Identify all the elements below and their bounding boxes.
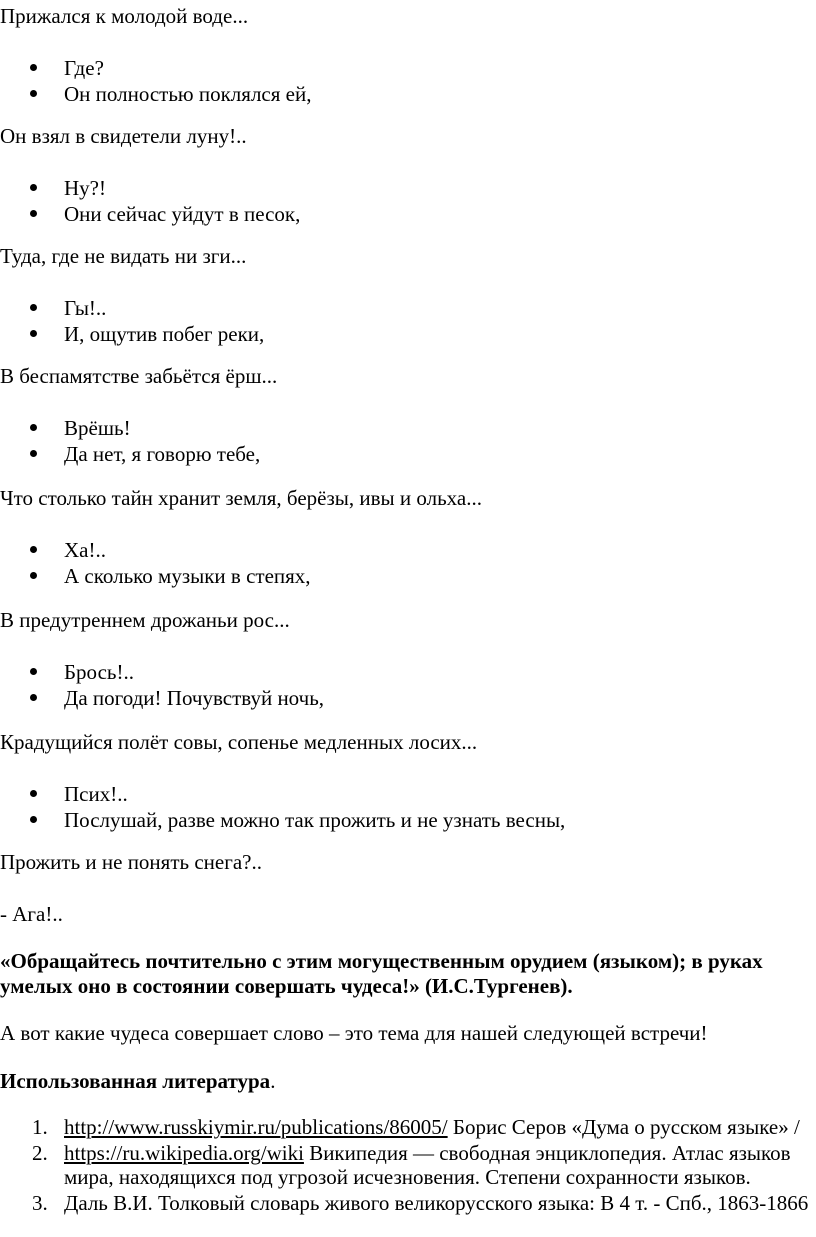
closing-text: А вот какие чудеса совершает слово – это тема для нашей следующей встречи! bbox=[0, 1021, 708, 1045]
poem-bullet-line: Ну?! bbox=[64, 176, 106, 200]
poem-line: В предутреннем дрожаньи рос... bbox=[0, 608, 290, 632]
bullet-icon bbox=[30, 90, 37, 97]
bullet-icon bbox=[30, 668, 37, 675]
poem-bullet-line: Ха!.. bbox=[64, 538, 106, 562]
poem-bullet-line: Где? bbox=[64, 56, 104, 80]
quote-line: умелых оно в состоянии совершать чудеса!» (И.С.Тургенев). bbox=[0, 974, 573, 998]
reference-item: Даль В.И. Толковый словарь живого великорусского языка: В 4 т. - Спб., 1863-1866 bbox=[64, 1191, 809, 1215]
references-heading-punct: . bbox=[270, 1069, 276, 1093]
quote-line: «Обращайтесь почтительно с этим могущественным орудием (языком); в руках bbox=[0, 949, 763, 973]
poem-bullet-line: Да нет, я говорю тебе, bbox=[64, 442, 261, 466]
poem-line: Что столько тайн хранит земля, берёзы, ивы и ольха... bbox=[0, 486, 482, 510]
poem-line: Туда, где не видать ни зги... bbox=[0, 244, 247, 268]
poem-line: В беспамятстве забьётся ёрш... bbox=[0, 364, 278, 388]
poem-bullet-line: И, ощутив побег реки, bbox=[64, 322, 265, 346]
poem-line: Крадущийся полёт совы, сопенье медленных лосих... bbox=[0, 730, 478, 754]
reference-link[interactable]: https://ru.wikipedia.org/wiki bbox=[64, 1141, 304, 1165]
reference-item bbox=[64, 1114, 800, 1140]
bullet-icon bbox=[30, 304, 37, 311]
bullet-icon bbox=[30, 546, 37, 553]
poem-bullet-line: Они сейчас уйдут в песок, bbox=[64, 202, 301, 226]
bullet-icon bbox=[30, 330, 37, 337]
poem-bullet-line: Брось!.. bbox=[64, 660, 134, 684]
bullet-icon bbox=[30, 816, 37, 823]
bullet-icon bbox=[30, 424, 37, 431]
poem-bullet-line: Послушай, разве можно так прожить и не узнать весны, bbox=[64, 808, 566, 832]
bullet-icon bbox=[30, 450, 37, 457]
bullet-icon bbox=[30, 184, 37, 191]
bullet-icon bbox=[30, 572, 37, 579]
reference-item bbox=[64, 1140, 791, 1166]
references-heading-text: Использованная литература bbox=[0, 1069, 271, 1093]
reference-text-continued: мира, находящихся под угрозой исчезновения. Степени сохранности языков. bbox=[64, 1165, 751, 1189]
poem-line: - Ага!.. bbox=[0, 902, 63, 926]
bullet-icon bbox=[30, 64, 37, 71]
poem-line: Прожить и не понять снега?.. bbox=[0, 850, 262, 874]
bullet-icon bbox=[30, 790, 37, 797]
references-heading bbox=[0, 1068, 275, 1094]
poem-bullet-line: Псих!.. bbox=[64, 782, 128, 806]
reference-text: Борис Серов «Дума о русском языке» / bbox=[447, 1115, 800, 1139]
poem-line: Прижался к молодой воде... bbox=[0, 4, 249, 28]
poem-bullet-line: Врёшь! bbox=[64, 416, 131, 440]
poem-bullet-line: Да погоди! Почувствуй ночь, bbox=[64, 686, 325, 710]
reference-number: 2. bbox=[32, 1141, 48, 1165]
reference-text: Википедия — свободная энциклопедия. Атлас языков bbox=[303, 1141, 791, 1165]
poem-bullet-line: Он полностью поклялся ей, bbox=[64, 82, 312, 106]
bullet-icon bbox=[30, 694, 37, 701]
reference-number: 1. bbox=[32, 1115, 48, 1139]
reference-link[interactable]: http://www.russkiymir.ru/publications/86005/ bbox=[64, 1115, 448, 1139]
bullet-icon bbox=[30, 210, 37, 217]
poem-bullet-line: А сколько музыки в степях, bbox=[64, 564, 311, 588]
reference-number: 3. bbox=[32, 1191, 48, 1215]
poem-bullet-line: Гы!.. bbox=[64, 296, 107, 320]
poem-line: Он взял в свидетели луну!.. bbox=[0, 124, 247, 148]
